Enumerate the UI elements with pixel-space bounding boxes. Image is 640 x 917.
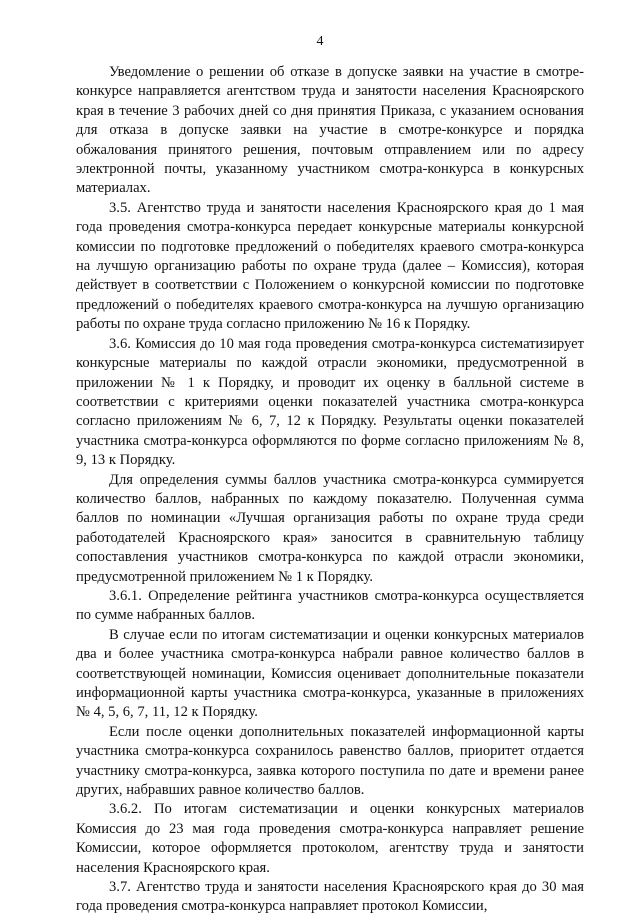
paragraph-3-5: 3.5. Агентство труда и занятости населения Красноярского края до 1 мая года проведения смотра-конкурса передает конкурсные материалы конкурсной комиссии по подготовке предложений о победителях краевого смотра-конкурса на лучшую организацию работы по охране труда (далее – Комиссия), которая действует в соответствии с Положением о конкурсной комиссии по подготовке предложений о победителях краевого смотра-конкурса на лучшую организацию работы по охране труда согласно приложению № 16 к Порядку.	[76, 199, 584, 333]
paragraph-score-summation: Для определения суммы баллов участника смотра-конкурса суммируется количество баллов, набранных по каждому показателю. Полученная сумма баллов по номинации «Лучшая организация работы по охране труда среди работодателей Красноярского края» заносится в сравнительную таблицу сопоставления участников смотра-конкурса по каждой отрасли экономики, предусмотренной приложением № 1 к Порядку.	[76, 471, 584, 585]
paragraph-3-7: 3.7. Агентство труда и занятости населения Красноярского края до 30 мая года проведения смотра-конкурса направляет протокол Комиссии,	[76, 879, 584, 915]
document-body	[76, 63, 584, 917]
paragraph-3-6: 3.6. Комиссия до 10 мая года проведения смотра-конкурса систематизирует конкурсные материалы по каждой отрасли экономики, предусмотренной в приложении № 1 к Порядку, и проводит их оценку в балльной системе в соответствии с критериями оценки показателей участника смотра-конкурса согласно приложениям № 6, 7, 12 к Порядку. Результаты оценки показателей участника смотра-конкурса оформляются по форме согласно приложениям № 8, 9, 13 к Порядку.	[76, 335, 584, 469]
paragraph-equal-scores: В случае если по итогам систематизации и оценки конкурсных материалов два и более участника смотра-конкурса набрали равное количество баллов в соответствующей номинации, Комиссия оценивает дополнительные показатели информационной карты участника смотра-конкурса, указанные в приложениях № 4, 5, 6, 7, 11, 12 к Порядку.	[76, 626, 584, 721]
page-number: 4	[316, 34, 324, 49]
paragraph-notification-refusal: Уведомление о решении об отказе в допуске заявки на участие в смотре-конкурсе направляется агентством труда и занятости населения Красноярского края в течение 3 рабочих дней со дня принятия Приказа, с указанием основания для отказа в допуске заявки на участие в смотре-конкурсе и порядка обжалования принятого решения, почтовым отправлением или по адресу электронной почты, указанному участником смотра-конкурса в конкурсных материалах.	[76, 64, 584, 197]
paragraph-3-6-2: 3.6.2. По итогам систематизации и оценки конкурсных материалов Комиссия до 23 мая года проведения смотра-конкурса направляет решение Комиссии, которое оформляется протоколом, агентству труда и занятости населения Красноярского края.	[76, 801, 584, 876]
paragraph-3-6-1: 3.6.1. Определение рейтинга участников смотра-конкурса осуществляется по сумме набранных баллов.	[76, 587, 584, 624]
paragraph-priority: Если после оценки дополнительных показателей информационной карты участника смотра-конкурса сохранилось равенство баллов, приоритет отдается участнику смотра-конкурса, заявка которого поступила по дате и времени ранее других, набравших равное количество баллов.	[76, 723, 584, 799]
